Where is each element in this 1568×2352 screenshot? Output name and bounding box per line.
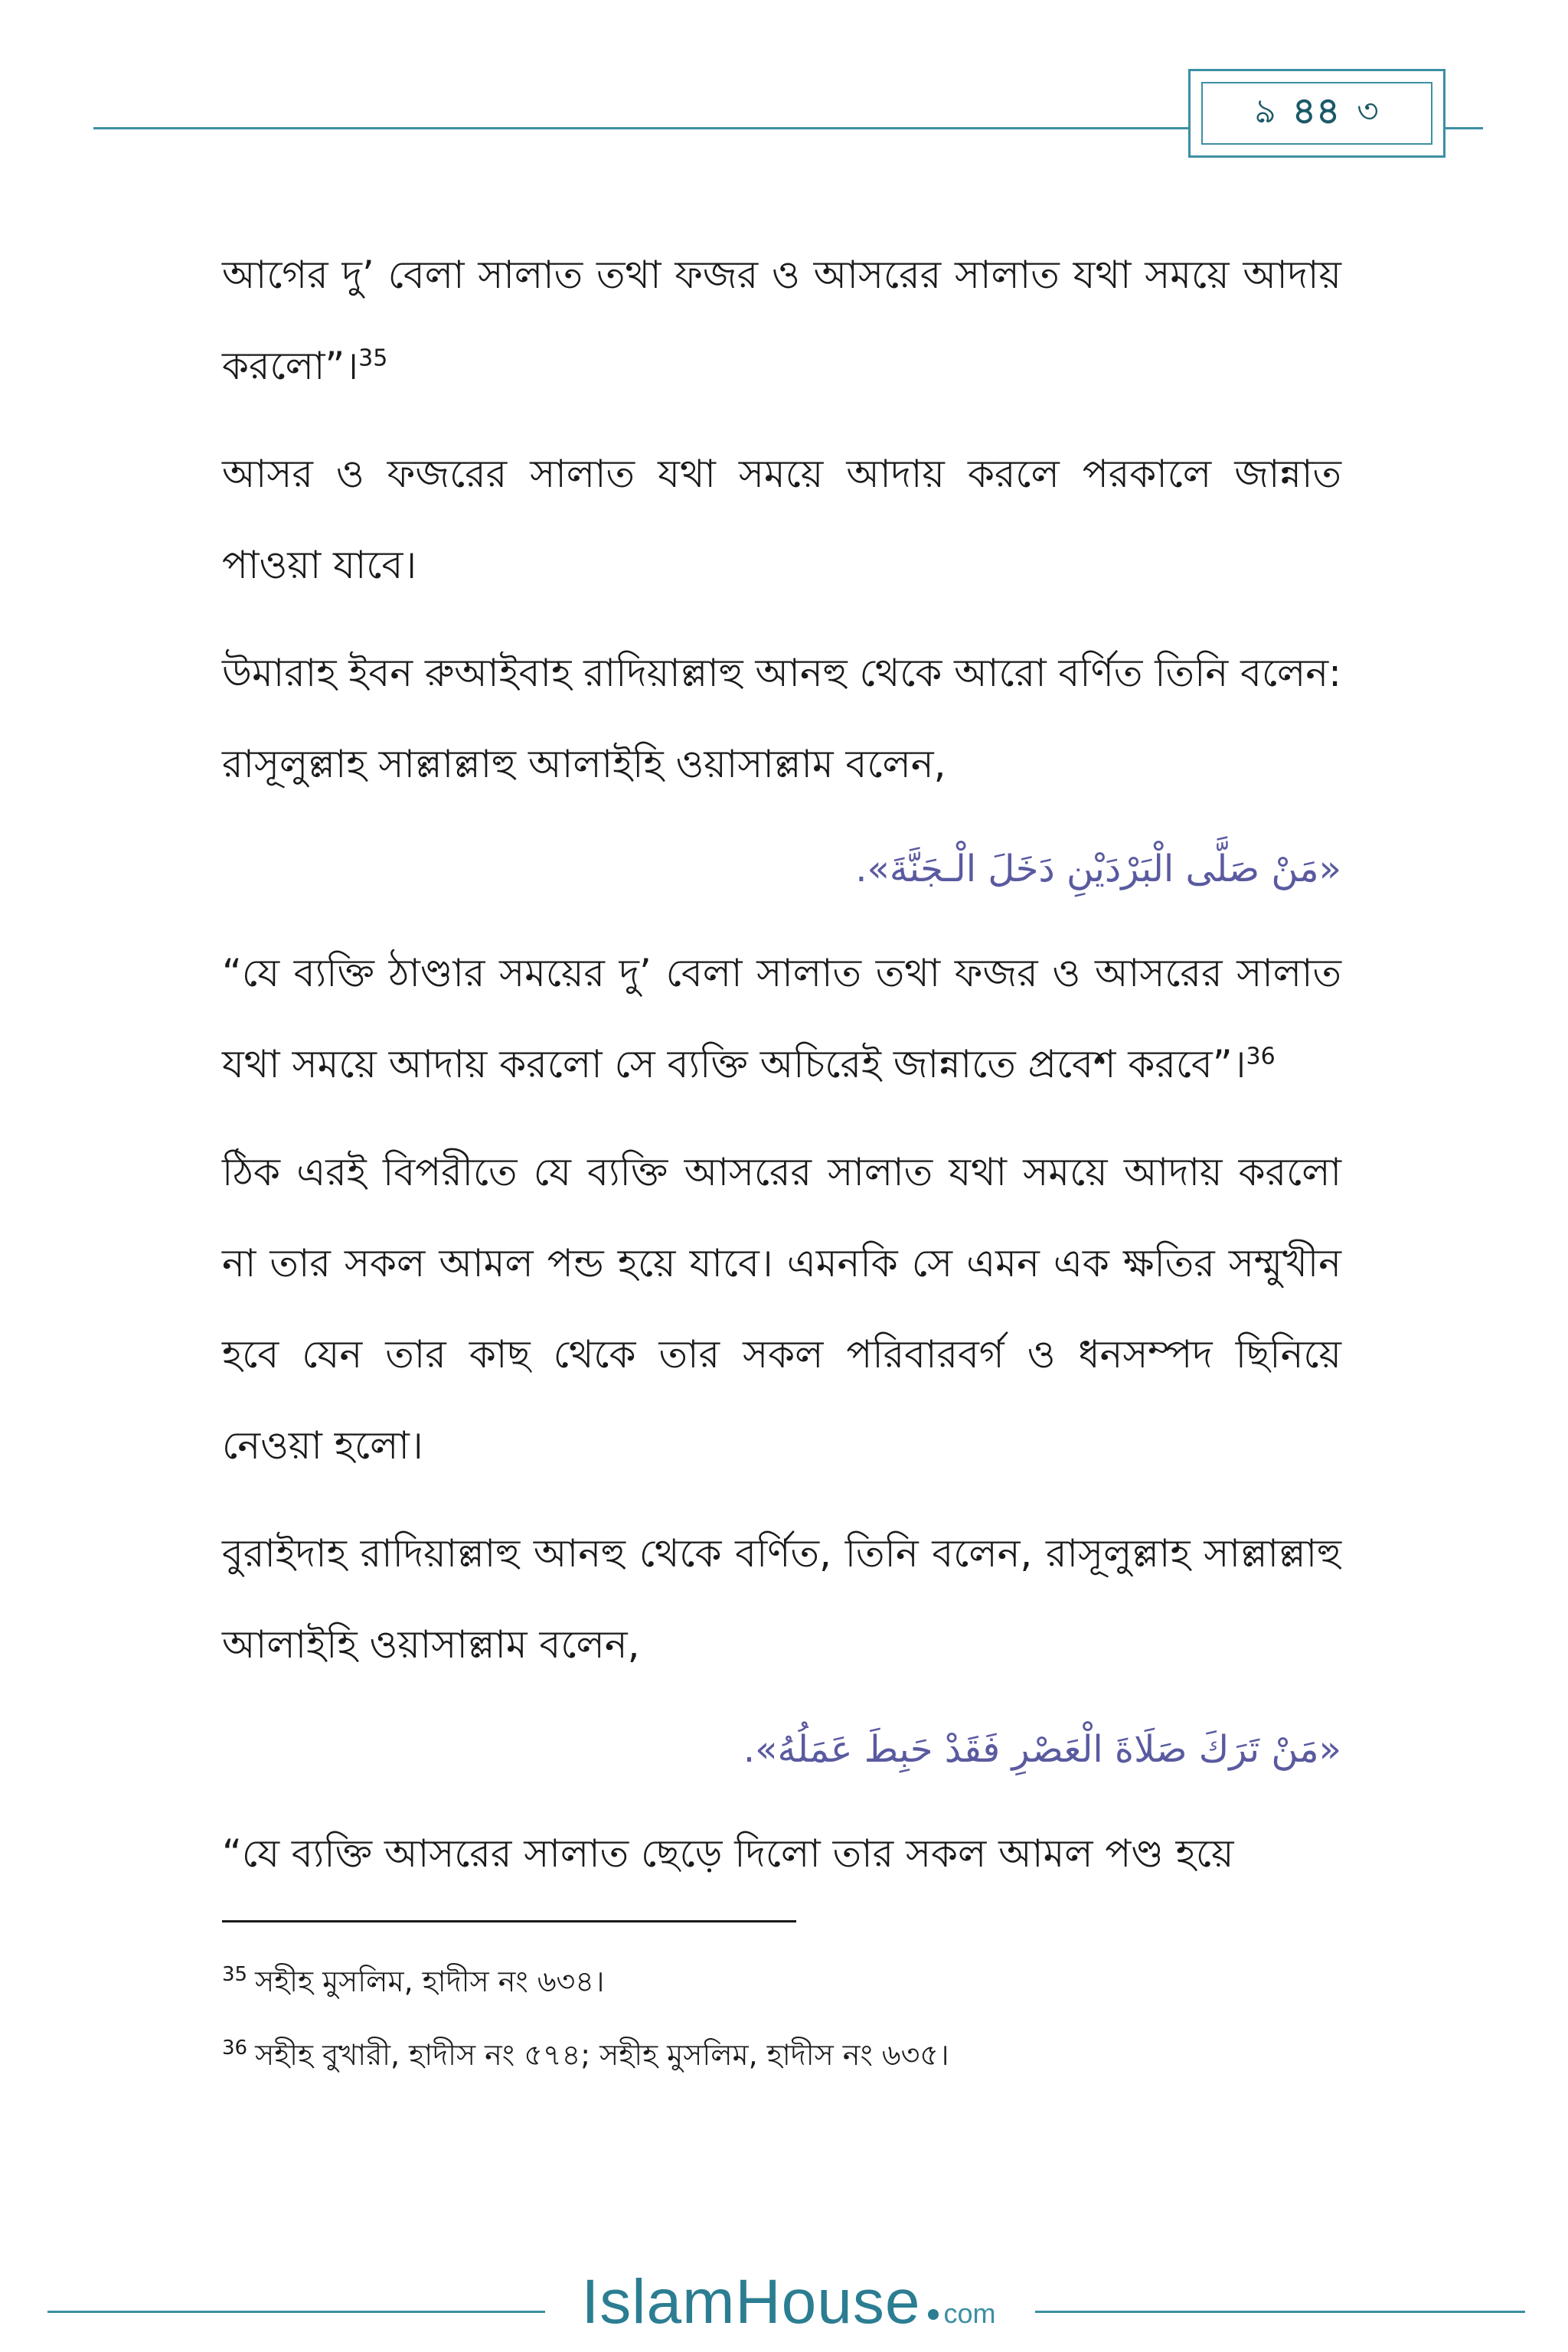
footnote-number: 36	[222, 2037, 248, 2060]
paragraph-1	[222, 230, 1341, 412]
arabic-hadith-2: «مَنْ تَرَكَ صَلَاةَ الْعَصْرِ فَقَدْ حَبِطَ عَمَلُهُ».	[743, 1728, 1341, 1771]
footnote-36	[222, 2018, 1340, 2092]
page-number-box	[1188, 69, 1446, 158]
page-number: ৪৪	[1292, 89, 1341, 132]
brand-name: IslamHouse	[581, 2267, 921, 2337]
paragraph-2	[222, 429, 1341, 611]
page-content	[222, 230, 1341, 1916]
brand-dot-icon	[928, 2309, 939, 2320]
footnote-text: সহীহ মুসলিম, হাদীস নং ৬৩৪।	[255, 1965, 605, 1998]
paragraph-5	[222, 1127, 1341, 1491]
paragraph-6-text: বুরাইদাহ রাদিয়াল্লাহু আনহু থেকে বর্ণিত, তিনি বলেন, রাসূলুল্লাহ সাল্লাল্লাহু আলাইহি ওয়াসাল্লাম বলেন,	[222, 1531, 1341, 1667]
paragraph-4-text: “যে ব্যক্তি ঠাণ্ডার সময়ের দু’ বেলা সালাত তথা ফজর ও আসরের সালাত যথা সময়ে আদায় করলো সে ব্যক্তি অচিরেই জান্নাতে প্রবেশ করবে”।	[222, 951, 1341, 1086]
footnotes	[222, 1945, 1340, 2092]
footnote-number: 35	[222, 1963, 248, 1987]
paragraph-5-text: ঠিক এরই বিপরীতে যে ব্যক্তি আসরের সালাত যথা সময়ে আদায় করলো না তার সকল আমল পন্ড হয়ে যাবে। এমনকি সে এমন এক ক্ষতির সম্মুখীন হবে যেন তার কাছ থেকে তার সকল পরিবারবর্গ ও ধনসম্পদ ছিনিয়ে নেওয়া হলো।	[222, 1150, 1341, 1468]
paragraph-3-text: উমারাহ ইবন রুআইবাহ রাদিয়াল্লাহু আনহু থেকে আরো বর্ণিত তিনি বলেন: রাসূলুল্লাহ সাল্লাল্লাহু আলাইহি ওয়াসাল্লাম বলেন,	[222, 651, 1341, 786]
islamhouse-logo[interactable]	[551, 2266, 1026, 2343]
brand-suffix: com	[943, 2298, 996, 2329]
paragraph-2-text: আসর ও ফজরের সালাত যথা সময়ে আদায় করলে পরকালে জান্নাত পাওয়া যাবে।	[222, 452, 1341, 587]
paragraph-3	[222, 628, 1341, 810]
paragraph-4	[222, 928, 1341, 1110]
paragraph-7: “যে ব্যক্তি আসরের সালাত ছেড়ে দিলো তার সকল আমল পণ্ড হয়ে	[222, 1831, 1234, 1876]
footnote-divider	[222, 1920, 796, 1922]
footnote-ref-35[interactable]: 35	[358, 345, 388, 372]
ornament-left-icon: ঌ	[1255, 91, 1276, 131]
footnote-35	[222, 1945, 1340, 2018]
paragraph-6	[222, 1508, 1341, 1690]
paragraph-1-text: আগের দু’ বেলা সালাত তথা ফজর ও আসরের সালাত যথা সময়ে আদায় করলো”।	[222, 253, 1341, 388]
footnote-text: সহীহ বুখারী, হাদীস নং ৫৭৪; সহীহ মুসলিম, হাদীস নং ৬৩৫।	[255, 2038, 949, 2072]
footer-rule-left	[47, 2311, 545, 2313]
footer-rule-right	[1035, 2311, 1525, 2313]
page-number-frame	[1201, 82, 1432, 145]
arabic-hadith-1: «مَنْ صَلَّى الْبَرْدَيْنِ دَخَلَ الْـجَنَّةَ».	[855, 848, 1341, 890]
ornament-right-icon: ৩	[1357, 91, 1379, 131]
footnote-ref-36[interactable]: 36	[1246, 1043, 1276, 1070]
